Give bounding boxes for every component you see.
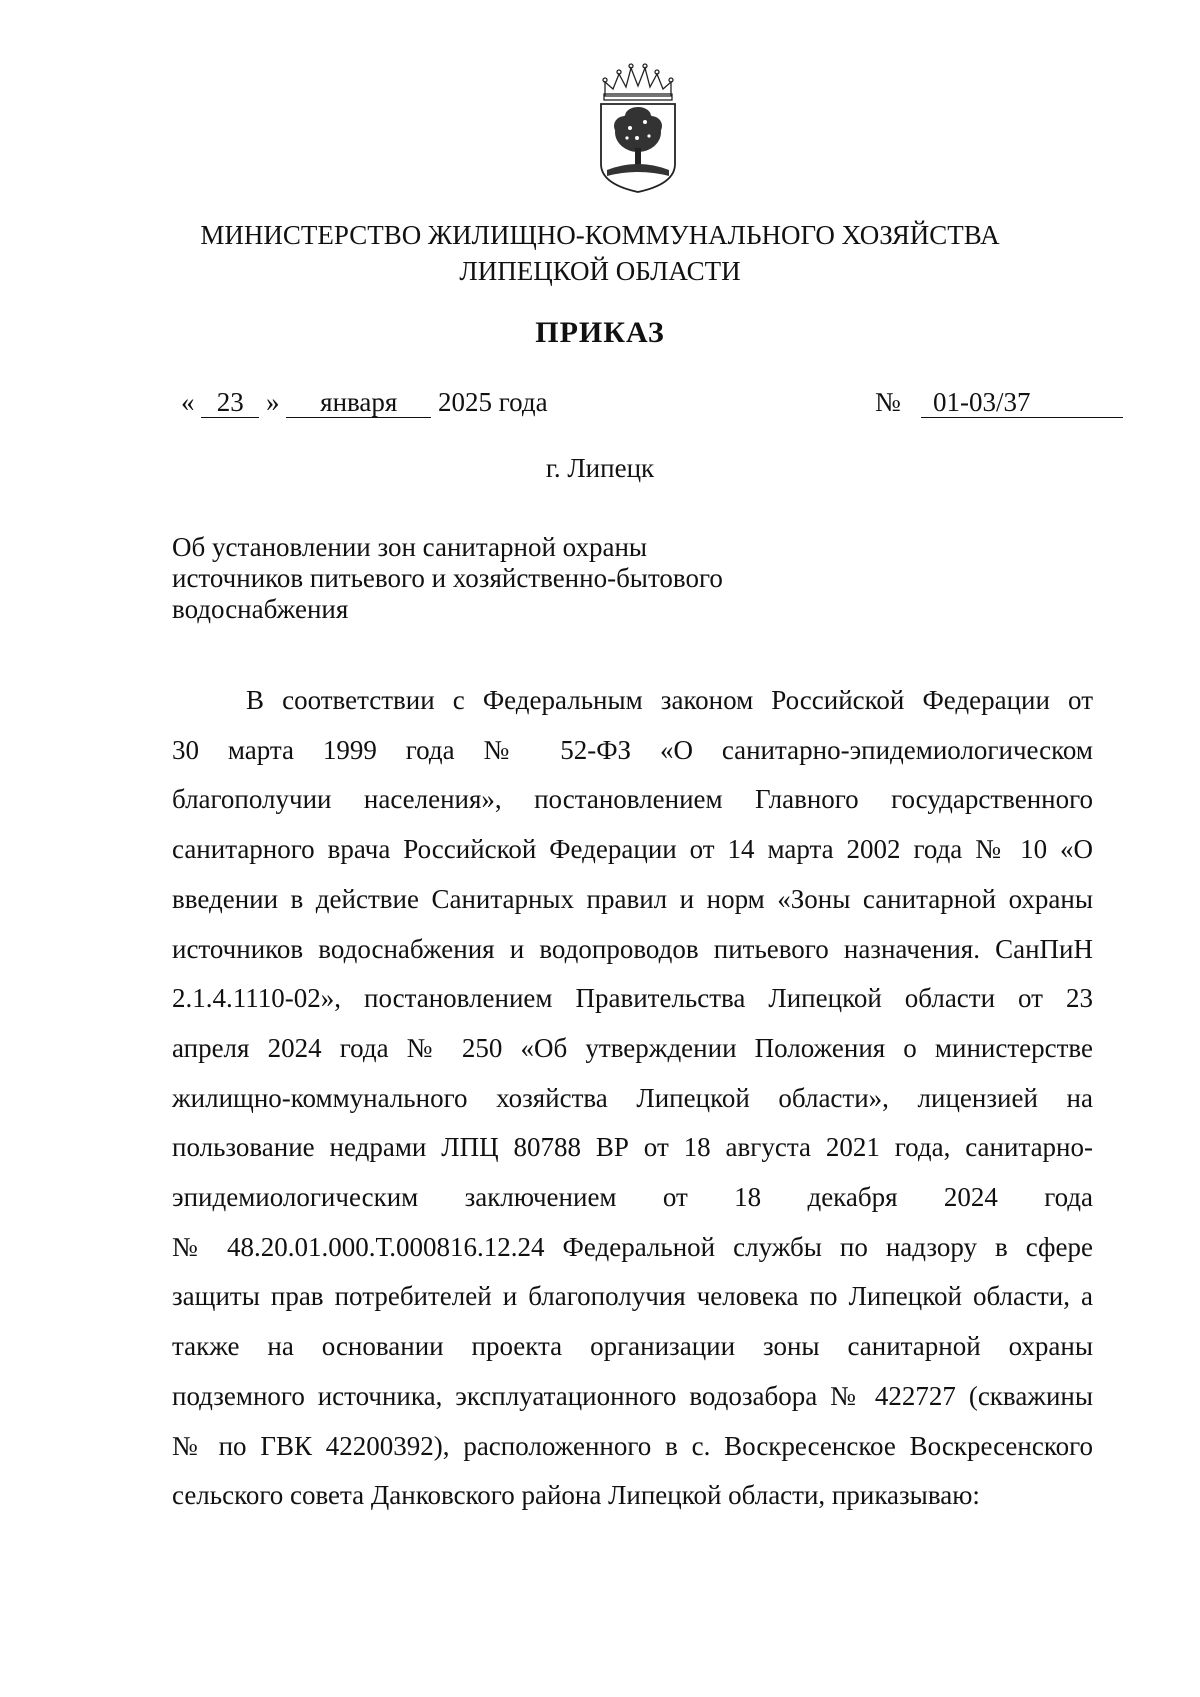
body-word: эпидемиологическим (172, 1182, 419, 1213)
body-word: заключением (464, 1182, 617, 1213)
date-day: 23 (201, 387, 259, 418)
date-year: 2025 года (438, 387, 548, 417)
number-sign: № (875, 387, 901, 417)
body-word: декабря (807, 1182, 898, 1213)
body-line: введении в действие Санитарных правил и норм «Зоны санитарной охраны (172, 883, 1093, 914)
body-line: 2.1.4.1110-02», постановлением Правительства Липецкой области от 23 (172, 983, 1093, 1014)
date-close-quote: » (266, 387, 280, 417)
ministry-name (0, 217, 1200, 289)
body-word: 18 (734, 1182, 762, 1213)
order-number (875, 385, 1123, 419)
ministry-line-1: МИНИСТЕРСТВО ЖИЛИЩНО-КОММУНАЛЬНОГО ХОЗЯЙСТВА (200, 220, 1000, 250)
ministry-line-2: ЛИПЕЦКОЙ ОБЛАСТИ (459, 256, 741, 286)
body-line: пользование недрами ЛПЦ 80788 ВР от 18 августа 2021 года, санитарно- (172, 1132, 1093, 1163)
body-word: года (1044, 1182, 1094, 1213)
body-line: защиты прав потребителей и благополучия человека по Липецкой области, а (172, 1281, 1093, 1312)
body-line: апреля 2024 года № 250 «Об утверждении Положения о министерстве (172, 1032, 1093, 1063)
body-line: сельского совета Данковского района Липецкой области, приказываю: (172, 1480, 980, 1511)
date-open-quote: « (181, 387, 195, 417)
order-body (172, 676, 1093, 1521)
body-word: от (662, 1182, 688, 1213)
body-line: благополучии населения», постановлением Главного государственного (172, 784, 1093, 815)
body-line: № 48.20.01.000.Т.000816.12.24 Федеральной службы по надзору в сфере (172, 1231, 1093, 1262)
body-line: санитарного врача Российской Федерации от 14 марта 2002 года № 10 «О (172, 834, 1093, 865)
body-line-wide (172, 1173, 1093, 1223)
body-line: также на основании проекта организации зоны санитарной охраны (172, 1331, 1093, 1362)
date-month: января (286, 387, 431, 418)
order-date (181, 385, 548, 419)
body-line: подземного источника, эксплуатационного водозабора № 422727 (скважины (172, 1380, 1093, 1411)
order-subject (172, 532, 792, 625)
coat-of-arms-icon (597, 58, 679, 196)
body-line: источников водоснабжения и водопроводов питьевого назначения. СанПиН (172, 933, 1093, 964)
body-line: № по ГВК 42200392), расположенного в с. Воскресенское Воскресенского (172, 1430, 1093, 1461)
document-type: ПРИКАЗ (535, 316, 665, 349)
number-value: 01-03/37 (921, 387, 1123, 418)
subject-line: Об установлении зон санитарной охраны (172, 532, 648, 562)
body-line: 30 марта 1999 года № 52-ФЗ «О санитарно-эпидемиологическом (172, 734, 1093, 765)
city: г. Липецк (545, 453, 655, 483)
body-word: 2024 (943, 1182, 998, 1213)
body-line: В соответствии с Федеральным законом Российской Федерации от (246, 685, 1093, 715)
subject-line: источников питьевого и хозяйственно-бытового (172, 563, 723, 593)
subject-line: водоснабжения (172, 594, 349, 624)
body-line: жилищно-коммунального хозяйства Липецкой области», лицензией на (172, 1082, 1093, 1113)
